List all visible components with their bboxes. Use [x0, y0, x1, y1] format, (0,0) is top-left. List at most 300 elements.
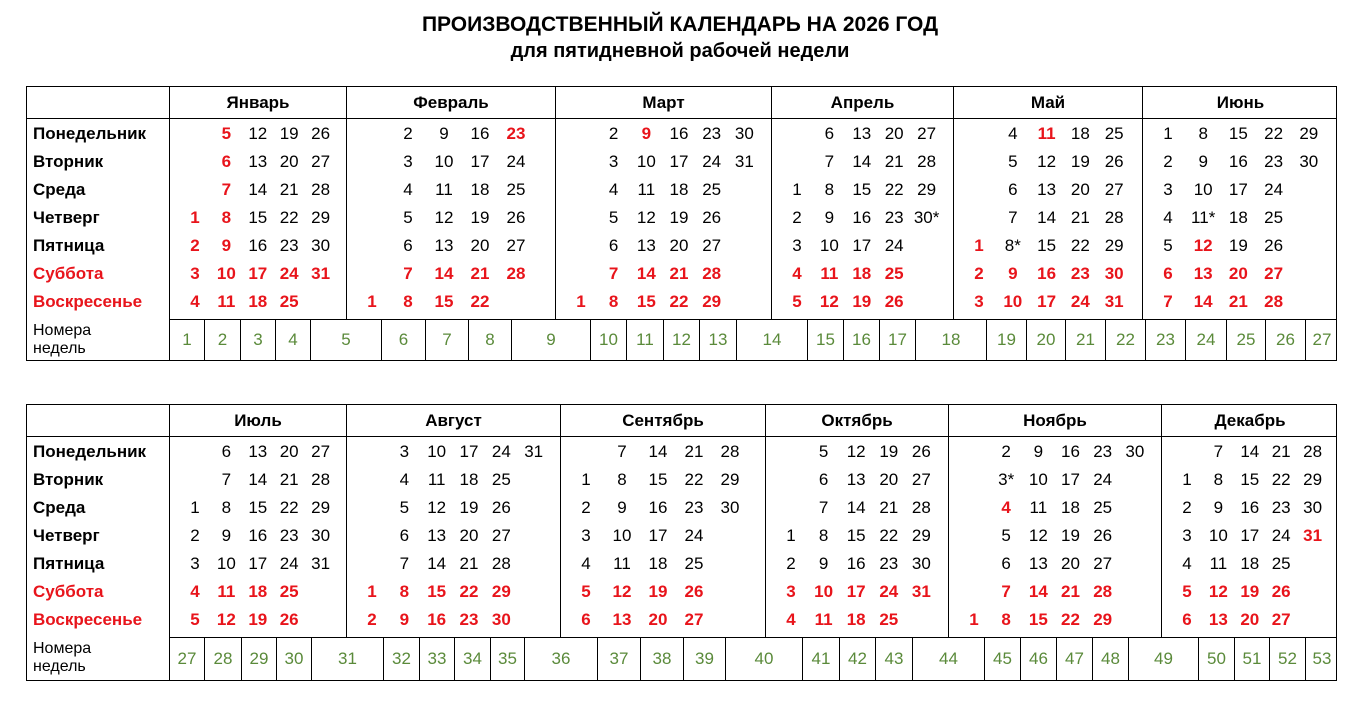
- work-date: 4: [581, 554, 591, 573]
- holiday-date: 5: [792, 292, 802, 311]
- work-date: 26: [506, 208, 526, 227]
- holiday-date: 7: [403, 264, 413, 283]
- work-date: 15: [1228, 124, 1248, 143]
- work-date: 8: [1213, 470, 1224, 489]
- work-date: 22: [1264, 124, 1284, 143]
- month-divider: [560, 405, 561, 637]
- holiday-date: 20: [648, 610, 668, 629]
- holiday-date: 26: [279, 610, 299, 629]
- work-date: 28: [911, 498, 931, 517]
- holiday-date: 11: [217, 292, 236, 311]
- work-date: 16: [648, 498, 668, 517]
- work-date: 4: [399, 470, 410, 489]
- work-date: 12: [636, 208, 656, 227]
- week-number: 8: [468, 320, 511, 360]
- work-date: 13: [1037, 180, 1057, 199]
- holiday-date: 1: [367, 292, 377, 311]
- work-date: 14: [1037, 208, 1057, 227]
- work-date: 23: [1271, 498, 1291, 517]
- month-divider: [346, 405, 347, 637]
- month-divider: [771, 87, 772, 319]
- work-date: 29: [1303, 470, 1323, 489]
- holiday-date: 5: [190, 610, 200, 629]
- month-divider: [169, 87, 170, 319]
- holiday-date: 4: [190, 582, 200, 601]
- work-date: 9: [617, 498, 627, 517]
- work-date: 20: [470, 236, 490, 255]
- work-date: 26: [491, 498, 511, 517]
- holiday-date: 6: [221, 152, 232, 171]
- work-date: 8*: [1004, 236, 1021, 255]
- month-divider: [953, 87, 954, 319]
- work-date: 22: [684, 470, 704, 489]
- work-date: 14: [648, 442, 668, 461]
- holiday-date: 19: [648, 582, 668, 601]
- work-date: 15: [852, 180, 872, 199]
- holiday-date: 18: [248, 292, 268, 311]
- holiday-date: 13: [1208, 610, 1228, 629]
- week-number: 10: [590, 320, 626, 360]
- holiday-date: 9: [221, 236, 232, 255]
- holiday-date: 24: [279, 264, 299, 283]
- work-date: 28: [917, 152, 937, 171]
- work-date: 17: [470, 152, 490, 171]
- work-date: 3: [399, 442, 410, 461]
- holiday-date: 21: [1228, 292, 1248, 311]
- work-date: 3: [792, 236, 802, 255]
- holiday-date: 3: [974, 292, 984, 311]
- work-date: 5: [818, 442, 829, 461]
- work-date: 9: [1033, 442, 1044, 461]
- holiday-date: 18: [846, 610, 866, 629]
- week-number: 20: [1026, 320, 1065, 360]
- work-date: 24: [1093, 470, 1113, 489]
- work-date: 30: [311, 236, 331, 255]
- work-date: 28: [491, 554, 511, 573]
- week-number: 41: [802, 638, 839, 680]
- work-date: 31: [524, 442, 544, 461]
- work-date: 29: [1104, 236, 1124, 255]
- holiday-date: 31: [1303, 526, 1323, 545]
- holiday-date: 14: [1193, 292, 1213, 311]
- work-date: 21: [279, 180, 299, 199]
- week-number: 49: [1128, 638, 1198, 680]
- work-date: 1: [581, 470, 591, 489]
- month-name: Март: [555, 87, 771, 119]
- work-date: 26: [1093, 526, 1113, 545]
- month-divider: [1161, 405, 1162, 637]
- work-date: 13: [248, 152, 268, 171]
- holiday-date: 7: [221, 180, 232, 199]
- holiday-date: 3: [786, 582, 796, 601]
- work-date: 12: [846, 442, 866, 461]
- work-date: 20: [279, 152, 299, 171]
- work-date: 25: [684, 554, 704, 573]
- week-number: 29: [241, 638, 276, 680]
- work-date: 24: [1271, 526, 1291, 545]
- holiday-date: 20: [1240, 610, 1260, 629]
- holiday-date: 29: [491, 582, 511, 601]
- work-date: 20: [1061, 554, 1080, 573]
- holiday-date: 11: [814, 610, 833, 629]
- work-date: 16: [669, 124, 689, 143]
- work-date: 24: [279, 554, 299, 573]
- week-number: 33: [419, 638, 454, 680]
- work-date: 18: [470, 180, 490, 199]
- holiday-date: 12: [1193, 236, 1213, 255]
- holiday-date: 19: [248, 610, 268, 629]
- week-numbers-label: Номера недель: [33, 640, 92, 675]
- work-date: 19: [1061, 526, 1080, 545]
- work-date: 16: [248, 526, 268, 545]
- work-date: 28: [311, 180, 331, 199]
- work-date: 18: [1061, 498, 1080, 517]
- work-date: 19: [669, 208, 689, 227]
- holiday-date: 16: [1037, 264, 1057, 283]
- holiday-date: 31: [911, 582, 931, 601]
- holiday-date: 18: [852, 264, 872, 283]
- work-date: 5: [1008, 152, 1018, 171]
- holiday-date: 11: [1037, 124, 1056, 143]
- month-name: Июнь: [1142, 87, 1338, 119]
- work-date: 27: [506, 236, 526, 255]
- work-date: 27: [1093, 554, 1113, 573]
- holiday-date: 1: [974, 236, 984, 255]
- month-name: Февраль: [346, 87, 555, 119]
- work-date: 23: [279, 526, 299, 545]
- holiday-date: 2: [974, 264, 984, 283]
- work-date: 24: [506, 152, 526, 171]
- work-date: 10: [1028, 470, 1048, 489]
- holiday-date: 4: [1001, 498, 1011, 517]
- holiday-date: 15: [434, 292, 454, 311]
- work-date: 23: [879, 554, 899, 573]
- day-name-label: Вторник: [33, 470, 104, 489]
- month-divider: [346, 87, 347, 319]
- work-date: 16: [1228, 152, 1248, 171]
- holiday-date: 26: [1271, 582, 1291, 601]
- holiday-date: 18: [248, 582, 268, 601]
- work-date: 1: [786, 526, 796, 545]
- work-date: 8: [617, 470, 627, 489]
- holiday-date: 10: [814, 582, 834, 601]
- week-numbers-row: [169, 319, 1336, 360]
- work-date: 2: [581, 498, 591, 517]
- week-number: 28: [204, 638, 241, 680]
- week-number: 18: [915, 320, 986, 360]
- work-date: 18: [1228, 208, 1248, 227]
- work-date: 30: [720, 498, 740, 517]
- holiday-date: 1: [576, 292, 586, 311]
- work-date: 19: [1228, 236, 1248, 255]
- week-number: 12: [663, 320, 699, 360]
- work-date: 6: [824, 124, 835, 143]
- work-date: 3: [403, 152, 413, 171]
- work-date: 10: [819, 236, 839, 255]
- work-date: 6: [399, 526, 410, 545]
- work-date: 15: [1037, 236, 1057, 255]
- work-date: 10: [1208, 526, 1228, 545]
- week-number: 15: [807, 320, 843, 360]
- holiday-date: 29: [702, 292, 722, 311]
- holiday-date: 8: [399, 582, 410, 601]
- work-date: 6: [1001, 554, 1011, 573]
- month-header-row: [27, 405, 1336, 437]
- work-date: 30: [311, 526, 331, 545]
- work-date: 7: [399, 554, 410, 573]
- work-date: 15: [248, 498, 268, 517]
- work-date: 28: [1104, 208, 1124, 227]
- work-date: 8: [221, 498, 232, 517]
- work-date: 13: [852, 124, 872, 143]
- week-number: 50: [1198, 638, 1234, 680]
- work-date: 5: [403, 208, 413, 227]
- work-date: 30: [911, 554, 931, 573]
- work-date: 30: [1303, 498, 1323, 517]
- holiday-date: 26: [884, 292, 904, 311]
- week-number: 40: [725, 638, 802, 680]
- work-date: 29: [917, 180, 937, 199]
- work-date: 5: [1163, 236, 1173, 255]
- work-date: 13: [846, 470, 866, 489]
- work-date: 17: [648, 526, 668, 545]
- holiday-date: 25: [884, 264, 904, 283]
- holiday-date: 8: [221, 208, 232, 227]
- work-date: 17: [1240, 526, 1260, 545]
- holiday-date: 11: [217, 582, 236, 601]
- week-number: 14: [736, 320, 807, 360]
- work-date: 22: [1070, 236, 1090, 255]
- holiday-date: 4: [786, 610, 796, 629]
- work-date: 12: [1037, 152, 1057, 171]
- work-date: 13: [248, 442, 268, 461]
- work-date: 2: [608, 124, 619, 143]
- work-date: 18: [459, 470, 479, 489]
- work-date: 25: [1104, 124, 1124, 143]
- week-number: 46: [1020, 638, 1056, 680]
- work-date: 10: [434, 152, 454, 171]
- work-date: 11: [427, 470, 446, 489]
- holiday-date: 27: [1264, 264, 1284, 283]
- holiday-date: 6: [1182, 610, 1192, 629]
- holiday-date: 4: [792, 264, 802, 283]
- work-date: 7: [818, 498, 829, 517]
- week-number: 37: [597, 638, 640, 680]
- month-name: Апрель: [771, 87, 953, 119]
- holiday-date: 30: [1104, 264, 1124, 283]
- holiday-date: 4: [190, 292, 200, 311]
- work-date: 11*: [1191, 208, 1216, 227]
- week-number: 43: [875, 638, 912, 680]
- holiday-date: 25: [279, 292, 299, 311]
- work-date: 9: [1213, 498, 1224, 517]
- work-date: 15: [1240, 470, 1260, 489]
- work-date: 18: [1240, 554, 1260, 573]
- work-date: 26: [911, 442, 931, 461]
- work-date: 6: [608, 236, 619, 255]
- work-date: 13: [636, 236, 656, 255]
- work-date: 10: [427, 442, 447, 461]
- work-date: 16: [846, 554, 866, 573]
- work-date: 14: [1240, 442, 1260, 461]
- week-number: 17: [879, 320, 915, 360]
- work-date: 15: [648, 470, 668, 489]
- work-date: 21: [459, 554, 479, 573]
- holiday-date: 22: [459, 582, 479, 601]
- holiday-date: 13: [1193, 264, 1213, 283]
- week-number: 27: [1305, 320, 1338, 360]
- work-date: 21: [884, 152, 904, 171]
- week-number: 47: [1056, 638, 1092, 680]
- holiday-date: 1: [367, 582, 377, 601]
- holiday-date: 26: [684, 582, 704, 601]
- week-number: 35: [490, 638, 524, 680]
- week-number: 52: [1269, 638, 1305, 680]
- work-date: 24: [702, 152, 722, 171]
- work-date: 6: [818, 470, 829, 489]
- holiday-date: 20: [1228, 264, 1248, 283]
- holiday-date: 8: [608, 292, 619, 311]
- day-name-label: Среда: [33, 180, 86, 199]
- work-date: 25: [702, 180, 722, 199]
- work-date: 17: [459, 442, 479, 461]
- month-name: Август: [346, 405, 560, 437]
- work-date: 2: [1001, 442, 1011, 461]
- work-date: 10: [216, 554, 236, 573]
- work-date: 25: [506, 180, 526, 199]
- week-number: 48: [1092, 638, 1128, 680]
- holiday-date: 12: [216, 610, 236, 629]
- work-date: 19: [879, 442, 899, 461]
- month-name: Октябрь: [765, 405, 948, 437]
- work-date: 9: [818, 554, 829, 573]
- work-date: 28: [311, 470, 331, 489]
- work-date: 23: [684, 498, 704, 517]
- work-date: 10: [636, 152, 656, 171]
- work-date: 22: [279, 498, 299, 517]
- week-number: 5: [310, 320, 381, 360]
- work-date: 19: [1070, 152, 1090, 171]
- work-date: 5: [608, 208, 619, 227]
- work-date: 20: [884, 124, 904, 143]
- work-date: 1: [190, 498, 200, 517]
- work-date: 22: [1271, 470, 1291, 489]
- holiday-date: 12: [819, 292, 839, 311]
- holiday-date: 15: [1028, 610, 1048, 629]
- week-number: 9: [511, 320, 590, 360]
- month-divider: [555, 87, 556, 319]
- holiday-date: 14: [636, 264, 656, 283]
- work-date: 20: [1070, 180, 1090, 199]
- work-date: 2: [403, 124, 413, 143]
- work-date: 11: [613, 554, 631, 573]
- work-date: 27: [491, 526, 511, 545]
- month-name: Декабрь: [1161, 405, 1338, 437]
- holiday-date: 25: [279, 582, 299, 601]
- month-divider: [765, 405, 766, 637]
- work-date: 1: [1182, 470, 1192, 489]
- holiday-date: 5: [581, 582, 591, 601]
- holiday-date: 15: [427, 582, 447, 601]
- page-title: ПРОИЗВОДСТВЕННЫЙ КАЛЕНДАРЬ НА 2026 ГОД: [421, 13, 939, 36]
- week-number: 34: [454, 638, 490, 680]
- work-date: 30*: [913, 208, 940, 227]
- holiday-date: 22: [470, 292, 490, 311]
- work-date: 6: [221, 442, 232, 461]
- holiday-date: 8: [1001, 610, 1011, 629]
- work-date: 9: [1198, 152, 1208, 171]
- month-name: Июль: [169, 405, 346, 437]
- work-date: 30: [734, 124, 754, 143]
- work-date: 16: [1061, 442, 1080, 461]
- week-number: 51: [1234, 638, 1269, 680]
- work-date: 2: [792, 208, 802, 227]
- work-date: 19: [459, 498, 479, 517]
- holiday-date: 14: [1028, 582, 1048, 601]
- day-name-label: Пятница: [33, 554, 105, 573]
- month-divider: [169, 405, 170, 637]
- work-date: 5: [399, 498, 410, 517]
- work-date: 23: [884, 208, 904, 227]
- week-number: 36: [524, 638, 597, 680]
- work-date: 18: [669, 180, 689, 199]
- holiday-date: 15: [636, 292, 656, 311]
- work-date: 11: [435, 180, 453, 199]
- day-name-label: Суббота: [33, 582, 104, 601]
- work-date: 31: [311, 554, 331, 573]
- calendar-half-2: [26, 404, 1337, 681]
- week-number: 27: [169, 638, 204, 680]
- work-date: 10: [1193, 180, 1213, 199]
- holiday-date: 22: [669, 292, 689, 311]
- work-date: 25: [1093, 498, 1113, 517]
- holiday-date: 17: [846, 582, 866, 601]
- work-date: 9: [221, 526, 232, 545]
- work-date: 21: [684, 442, 704, 461]
- work-date: 26: [702, 208, 722, 227]
- day-name-label: Вторник: [33, 152, 104, 171]
- work-date: 6: [403, 236, 413, 255]
- work-date: 14: [846, 498, 866, 517]
- holiday-date: 28: [702, 264, 722, 283]
- week-number: 11: [626, 320, 663, 360]
- work-date: 20: [669, 236, 689, 255]
- holiday-date: 12: [1208, 582, 1228, 601]
- work-date: 17: [669, 152, 689, 171]
- holiday-date: 3: [190, 264, 200, 283]
- work-date: 23: [279, 236, 299, 255]
- work-date: 17: [852, 236, 872, 255]
- work-date: 16: [248, 236, 268, 255]
- work-date: 26: [1264, 236, 1284, 255]
- month-header-row: [27, 87, 1336, 119]
- holiday-date: 10: [1003, 292, 1023, 311]
- week-number: 21: [1065, 320, 1105, 360]
- holiday-date: 24: [879, 582, 899, 601]
- work-date: 7: [824, 152, 835, 171]
- holiday-date: 23: [506, 124, 526, 143]
- work-date: 29: [911, 526, 931, 545]
- work-date: 9: [439, 124, 449, 143]
- holiday-date: 17: [248, 264, 268, 283]
- work-date: 21: [279, 470, 299, 489]
- holiday-date: 30: [491, 610, 511, 629]
- work-date: 24: [884, 236, 904, 255]
- work-date: 25: [491, 470, 511, 489]
- month-name: Сентябрь: [560, 405, 765, 437]
- work-date: 6: [1008, 180, 1018, 199]
- week-number: 31: [311, 638, 383, 680]
